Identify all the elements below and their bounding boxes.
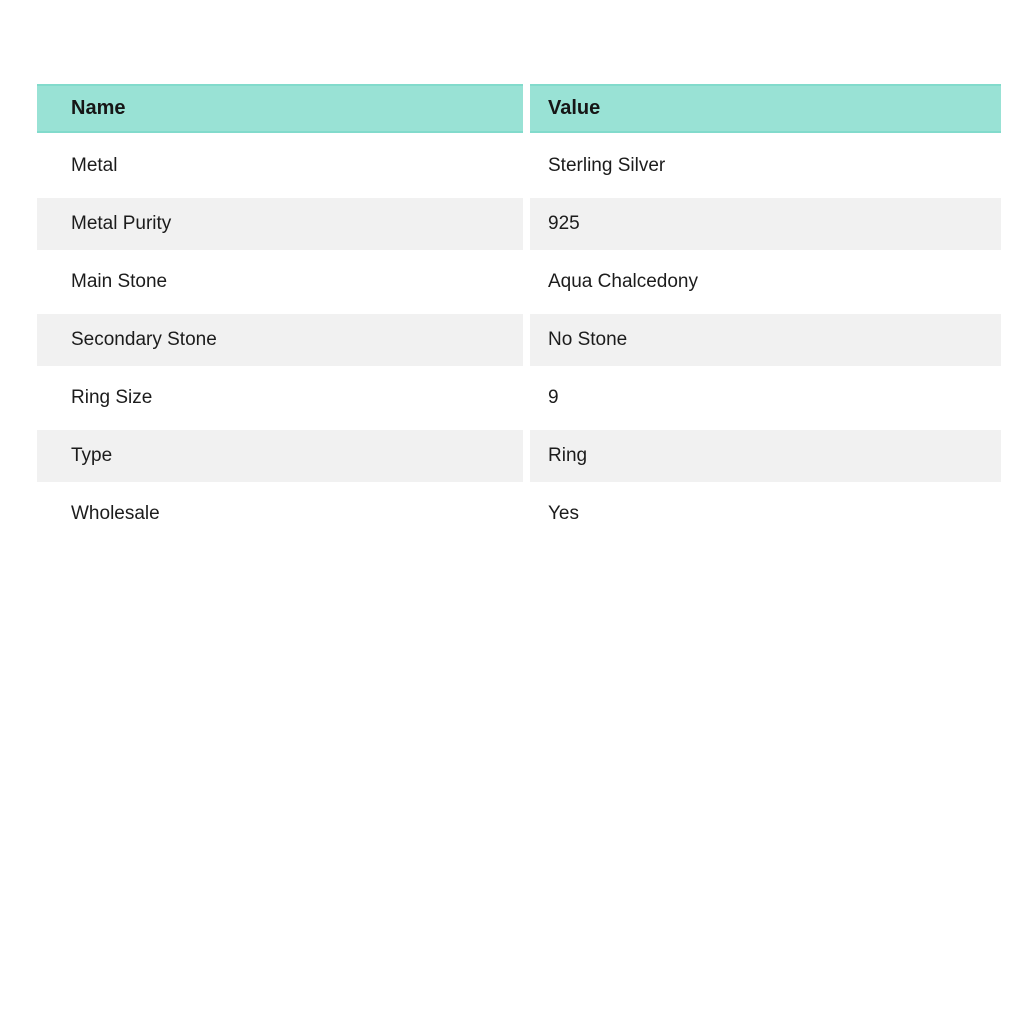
attribute-value-cell: Aqua Chalcedony xyxy=(530,256,1001,308)
attribute-name-cell: Type xyxy=(37,430,523,482)
attribute-value-cell: Sterling Silver xyxy=(530,140,1001,192)
attribute-name-cell: Metal Purity xyxy=(37,198,523,250)
attribute-value-cell: 925 xyxy=(530,198,1001,250)
attribute-name-cell: Main Stone xyxy=(37,256,523,308)
attribute-value-cell: Ring xyxy=(530,430,1001,482)
attribute-name-cell: Secondary Stone xyxy=(37,314,523,366)
table-row xyxy=(37,430,1001,482)
attribute-name-cell: Wholesale xyxy=(37,488,523,540)
attribute-name-cell: Metal xyxy=(37,140,523,192)
table-row xyxy=(37,198,1001,250)
attribute-value-cell: Yes xyxy=(530,488,1001,540)
table-row xyxy=(37,140,1001,192)
table-row xyxy=(37,256,1001,308)
attribute-name-cell: Ring Size xyxy=(37,372,523,424)
table-row xyxy=(37,488,1001,540)
table-header-name: Name xyxy=(37,84,523,133)
attribute-value-cell: No Stone xyxy=(530,314,1001,366)
attribute-value-cell: 9 xyxy=(530,372,1001,424)
product-attributes-table xyxy=(37,84,1001,546)
table-header-row xyxy=(37,84,1001,133)
table-row xyxy=(37,372,1001,424)
table-header-value: Value xyxy=(530,84,1001,133)
table-row xyxy=(37,314,1001,366)
